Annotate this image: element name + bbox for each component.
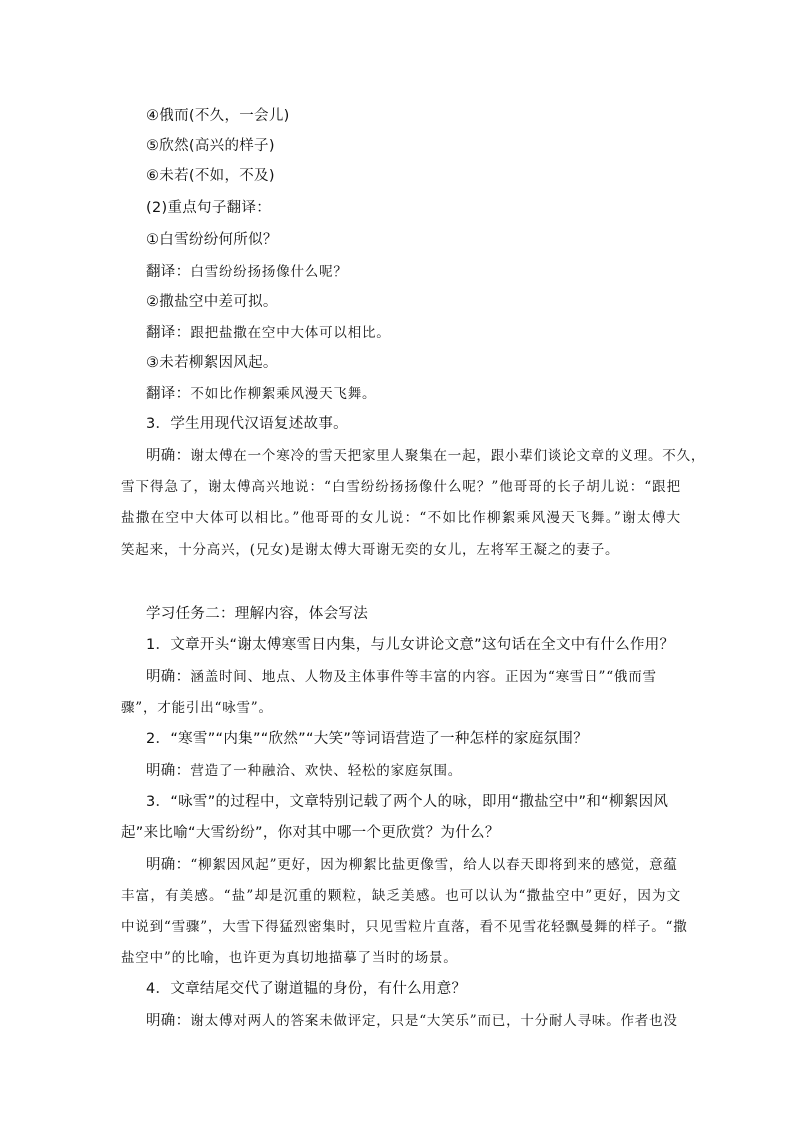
vocab-item-4: ④俄而(不久，一会儿): [146, 108, 290, 124]
question-2: 2．“寒雪”“内集”“欣然”“大笑”等词语营造了一种怎样的家庭氛围？: [146, 731, 589, 747]
answer-3-line: 中说到“雪骤”，大雪下得猛烈密集时，只见雪粒片直落，看不见雪花轻飘曼舞的样子。“撒: [121, 919, 688, 935]
sentence-1: ①白雪纷纷何所似？: [146, 232, 278, 248]
question-3-line: 起”来比喻“大雪纷纷”，你对其中哪一个更欣赏？为什么？: [121, 825, 500, 841]
translation-label: 翻译：: [146, 264, 191, 280]
answer-4-line: [146, 1009, 678, 1030]
answer-text: 谢太傅在一个寒冷的雪天把家里人聚集在一起，跟小辈们谈论文章的义理。不久，: [190, 448, 706, 464]
sentence-3: ③未若柳絮因风起。: [146, 355, 278, 371]
translation-label: 翻译：: [146, 386, 191, 402]
vocab-item-6: ⑥未若(不如，不及): [146, 168, 275, 184]
answer-label: 明确：: [146, 669, 191, 685]
answer-2-line: [146, 759, 462, 780]
answer-3-line: 丰富，有美感。“盐”却是沉重的颗粒，缺乏美感。也可以认为“撒盐空中”更好，因为文: [121, 888, 681, 904]
answer-1-line: 骤”，才能引出“咏雪”。: [121, 700, 273, 716]
answer-text: 谢太傅对两人的答案未做评定，只是“大笑乐”而已，十分耐人寻味。作者也没: [190, 1013, 678, 1029]
answer-text: 营造了一种融洽、欢快、轻松的家庭氛围。: [190, 763, 463, 779]
answer-label: 明确：: [146, 857, 191, 873]
answer-paragraph-line: 雪下得急了，谢太傅高兴地说：“白雪纷纷扬扬像什么呢？”他哥哥的长子胡儿说：“跟把: [121, 479, 681, 495]
answer-paragraph-line: 笑起来，十分高兴，(兄女)是谢太傅大哥谢无奕的女儿，左将军王凝之的妻子。: [121, 542, 620, 558]
answer-text: “柳絮因风起”更好，因为柳絮比盐更像雪，给人以春天即将到来的感觉，意蕴: [190, 857, 678, 873]
question-1: 1．文章开头“谢太傅寒雪日内集，与儿女讲论文意”这句话在全文中有什么作用？: [146, 637, 675, 653]
answer-label: 明确：: [146, 1013, 191, 1029]
translation-3: [146, 382, 376, 403]
answer-label: 明确：: [146, 448, 191, 464]
question-3-line: 3．“咏雪”的过程中，文章特别记载了两个人的咏，即用“撒盐空中”和“柳絮因风: [146, 794, 669, 810]
task-3-question: 3．学生用现代汉语复述故事。: [146, 416, 348, 432]
translation-text: 白雪纷纷扬扬像什么呢？: [190, 264, 348, 280]
answer-1-line: [146, 665, 657, 686]
translation-1: [146, 260, 348, 281]
answer-paragraph-line: 盐撒在空中大体可以相比。”他哥哥的女儿说：“不如比作柳絮乘风漫天飞舞。”谢太傅大: [121, 510, 681, 526]
answer-text: 涵盖时间、地点、人物及主体事件等丰富的内容。正因为“寒雪日”“俄而雪: [190, 669, 657, 685]
answer-label: 明确：: [146, 763, 191, 779]
task-two-heading: 学习任务二：理解内容，体会写法: [146, 606, 368, 622]
answer-paragraph-line: [146, 444, 705, 465]
translation-text: 跟把盐撒在空中大体可以相比。: [190, 325, 391, 341]
answer-3-line: [146, 853, 678, 874]
vocab-item-5: ⑤欣然(高兴的样子): [146, 138, 275, 154]
translation-2: [146, 321, 391, 342]
translation-text: 不如比作柳絮乘风漫天飞舞。: [190, 386, 377, 402]
sentence-2: ②撒盐空中差可拟。: [146, 294, 278, 310]
translation-label: 翻译：: [146, 325, 191, 341]
section-heading-translation: (2)重点句子翻译：: [146, 200, 272, 216]
answer-3-line: 盐空中”的比喻，也许更为真切地描摹了当时的场景。: [121, 950, 458, 966]
question-4: 4．文章结尾交代了谢道韫的身份，有什么用意？: [146, 981, 467, 997]
